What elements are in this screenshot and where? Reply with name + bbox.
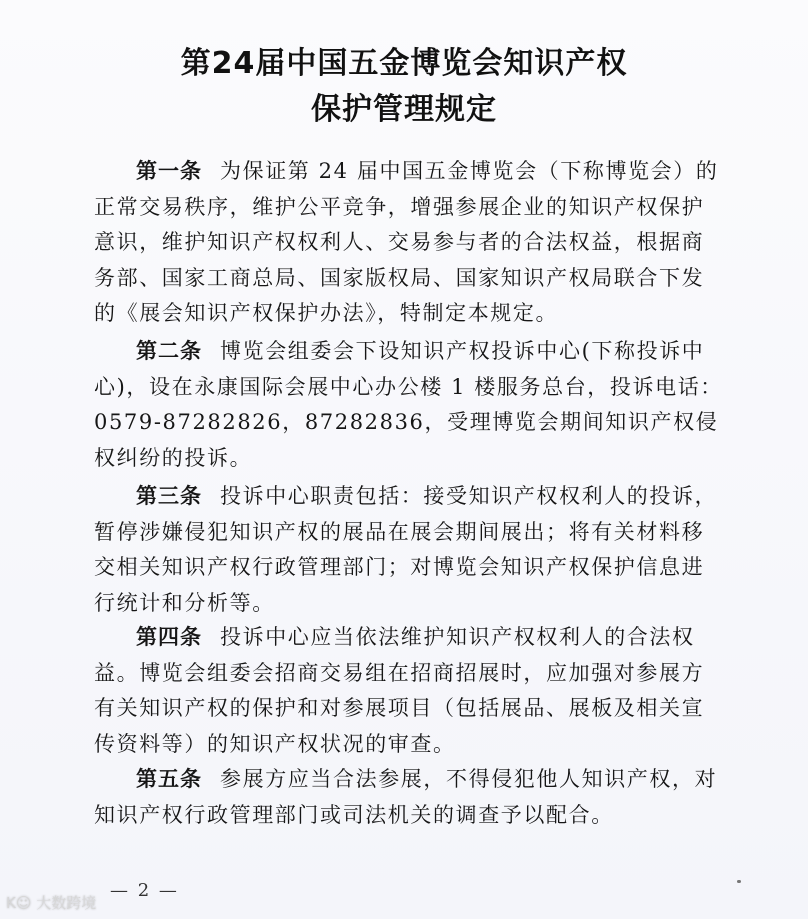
document-title-line-1: 第24届中国五金博览会知识产权 [180, 46, 628, 81]
article-4 [94, 620, 726, 762]
article-5 [94, 762, 726, 833]
scan-speck [737, 880, 741, 883]
article-2-label: 第二条 [136, 339, 202, 363]
article-1-label: 第一条 [136, 159, 202, 183]
article-3 [94, 479, 726, 621]
article-3-text: 投诉中心职责包括：接受知识产权权利人的投诉，暂停涉嫌侵犯知识产权的展品在展会期间展出；将有关材料移交相关知识产权行政管理部门；对博览会知识产权保护信息进行统计和分析等。 [94, 484, 718, 615]
article-5-text: 参展方应当合法参展，不得侵犯他人知识产权，对知识产权行政管理部门或司法机关的调查予以配合。 [94, 767, 718, 827]
page-number: — 2 — [110, 880, 179, 901]
document-title-line-2: 保护管理规定 [311, 92, 497, 127]
article-2-text: 博览会组委会下设知识产权投诉中心(下称投诉中心)，设在永康国际会展中心办公楼 1 楼服务总台，投诉电话：0579-87282826，87282836，受理博览会期间知识产权侵权纠纷的投诉。 [94, 339, 723, 470]
article-4-label: 第四条 [136, 625, 202, 649]
watermark-logo: K☺ 大数跨境 [6, 894, 97, 912]
article-4-text: 投诉中心应当依法维护知识产权权利人的合法权益。博览会组委会招商交易组在招商招展时，应加强对参展方有关知识产权的保护和对参展项目（包括展品、展板及相关宣传资料等）的知识产权状况的审查。 [94, 625, 705, 756]
article-2 [94, 334, 726, 476]
article-1 [94, 154, 726, 332]
article-3-label: 第三条 [136, 484, 202, 508]
article-5-label: 第五条 [136, 767, 202, 791]
article-1-text: 为保证第 24 届中国五金博览会（下称博览会）的正常交易秩序，维护公平竞争，增强参展企业的知识产权保护意识，维护知识产权权利人、交易参与者的合法权益，根据商务部、国家工商总局、国家版权局、国家知识产权局联合下发的《展会知识产权保护办法》，特制定本规定。 [94, 159, 719, 325]
